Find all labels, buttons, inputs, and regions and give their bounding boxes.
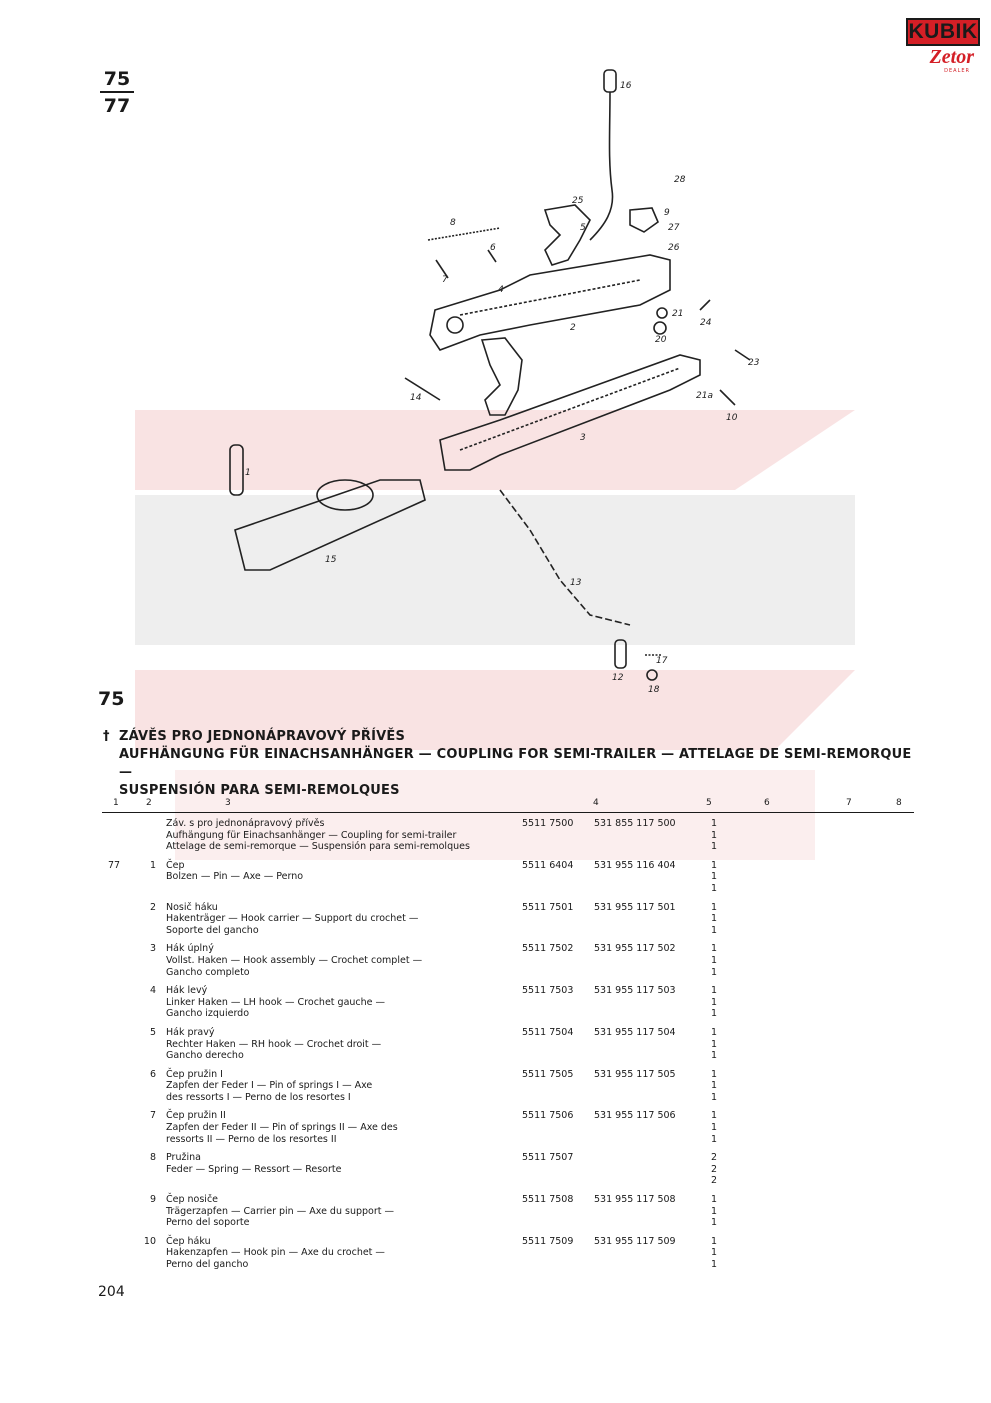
callout-16: 16 bbox=[620, 81, 632, 91]
part-number: 531 955 117 502 bbox=[594, 943, 676, 955]
description-line: Perno del soporte bbox=[166, 1217, 250, 1229]
ref-page bbox=[102, 1194, 142, 1229]
quantity bbox=[704, 818, 724, 853]
table-row bbox=[102, 818, 914, 853]
callout-26: 26 bbox=[668, 243, 680, 253]
callout-25: 25 bbox=[572, 196, 584, 206]
quantity-value: 1 bbox=[710, 1247, 718, 1259]
table-row bbox=[102, 1152, 914, 1187]
description-line: Čep pružin I bbox=[166, 1068, 223, 1080]
group-number: 75 bbox=[98, 688, 125, 710]
description-line: Čep pružin II bbox=[166, 1110, 226, 1122]
logo-zetor-text: Zetor bbox=[929, 46, 974, 68]
part-number: 531 955 116 404 bbox=[594, 859, 676, 871]
description bbox=[166, 1152, 522, 1187]
description bbox=[166, 1069, 522, 1104]
part-rod bbox=[590, 92, 613, 240]
description-line: Gancho derecho bbox=[166, 1050, 244, 1062]
part-pin-12 bbox=[615, 640, 626, 668]
part-code: 5511 7508 bbox=[522, 1194, 574, 1206]
table-row bbox=[102, 985, 914, 1020]
parts-table bbox=[102, 818, 914, 1278]
description bbox=[166, 943, 522, 978]
description-line: Linker Haken — LH hook — Crochet gauche — bbox=[166, 996, 386, 1008]
callout-12: 12 bbox=[612, 673, 624, 683]
description-line: Zapfen der Feder I — Pin of springs I — Axe bbox=[166, 1080, 373, 1092]
title-czech-line bbox=[103, 728, 923, 746]
quantity-value: 1 bbox=[710, 1110, 718, 1122]
kubik-zetor-logo bbox=[906, 18, 980, 82]
page-reference-denominator: 77 bbox=[103, 95, 131, 117]
quantity-value: 1 bbox=[710, 1080, 718, 1092]
ref-page bbox=[102, 1069, 142, 1104]
quantity-value: 1 bbox=[710, 1050, 718, 1062]
description-line: Čep háku bbox=[166, 1235, 211, 1247]
page-reference-numerator: 75 bbox=[100, 68, 134, 93]
quantity-value: 1 bbox=[710, 913, 718, 925]
column-header-8: 8 bbox=[896, 798, 902, 808]
quantity-value: 1 bbox=[710, 954, 718, 966]
part-code: 5511 7501 bbox=[522, 901, 574, 913]
description-line: Trägerzapfen — Carrier pin — Axe du support — bbox=[166, 1205, 394, 1217]
position-number: 6 bbox=[149, 1068, 156, 1080]
description-line: Perno del gancho bbox=[166, 1259, 249, 1270]
part-code: 5511 6404 bbox=[522, 859, 574, 871]
part-left-hook bbox=[482, 338, 522, 415]
quantity bbox=[704, 943, 724, 978]
ref-page bbox=[102, 902, 142, 937]
position-number: 8 bbox=[149, 1152, 156, 1164]
part-code: 5511 7500 bbox=[522, 818, 574, 829]
quantity-value: 1 bbox=[710, 1038, 718, 1050]
callout-18: 18 bbox=[648, 685, 660, 695]
callout-21: 21 bbox=[672, 309, 684, 319]
part-code: 5511 7509 bbox=[522, 1235, 574, 1247]
quantity-value: 2 bbox=[710, 1163, 718, 1175]
position-number: 4 bbox=[149, 985, 156, 997]
page-reference bbox=[100, 68, 134, 117]
table-row bbox=[102, 1069, 914, 1104]
column-header-1: 1 bbox=[113, 798, 119, 808]
part-code: 5511 7504 bbox=[522, 1026, 574, 1038]
quantity bbox=[704, 1236, 724, 1271]
quantity-value: 1 bbox=[710, 818, 718, 829]
ref-page bbox=[102, 943, 142, 978]
quantity-value: 1 bbox=[710, 859, 718, 871]
description-line: Soporte del gancho bbox=[166, 924, 259, 936]
description bbox=[166, 1194, 522, 1229]
quantity-value: 1 bbox=[710, 985, 718, 997]
part-number bbox=[594, 1152, 704, 1187]
description bbox=[166, 985, 522, 1020]
quantity-value: 1 bbox=[710, 966, 718, 978]
part-chain bbox=[500, 490, 630, 625]
description-line: Hakenträger — Hook carrier — Support du crochet — bbox=[166, 913, 419, 925]
part-spring bbox=[428, 228, 500, 240]
callout-8: 8 bbox=[450, 218, 456, 228]
description-line: Hakenzapfen — Hook pin — Axe du crochet — bbox=[166, 1247, 385, 1259]
callout-14: 14 bbox=[410, 393, 422, 403]
description-line: Zapfen der Feder II — Pin of springs II — Axe des bbox=[166, 1122, 398, 1134]
description-line: Hák levý bbox=[166, 985, 208, 997]
description-line: Pružina bbox=[166, 1152, 201, 1164]
quantity bbox=[704, 902, 724, 937]
position-number: 10 bbox=[143, 1235, 156, 1247]
part-hook-carrier-eye bbox=[447, 317, 463, 333]
quantity-value: 1 bbox=[710, 943, 718, 955]
part-number: 531 955 117 503 bbox=[594, 985, 676, 997]
part-number: 531 955 117 508 bbox=[594, 1194, 676, 1206]
description bbox=[166, 860, 522, 895]
callout-9: 9 bbox=[664, 208, 670, 218]
quantity-value: 1 bbox=[710, 901, 718, 913]
quantity bbox=[704, 860, 724, 895]
part-number: 531 855 117 500 bbox=[594, 818, 676, 829]
column-header-6: 6 bbox=[764, 798, 770, 808]
title-multilingual: AUFHÄNGUNG FÜR EINACHSANHÄNGER — COUPLING FOR SEMI-TRAILER — ATTELAGE DE SEMI-REMORQUE — bbox=[119, 747, 912, 780]
quantity-value: 1 bbox=[710, 1068, 718, 1080]
description-line: Gancho completo bbox=[166, 966, 250, 978]
callout-10: 10 bbox=[726, 413, 738, 423]
quantity-value: 1 bbox=[710, 1133, 718, 1145]
position-number: 3 bbox=[149, 943, 156, 955]
position-number: 2 bbox=[149, 901, 156, 913]
quantity-value: 1 bbox=[710, 841, 718, 853]
callout-labels bbox=[245, 81, 760, 695]
quantity-value: 1 bbox=[710, 924, 718, 936]
description-line: Záv. s pro jednonápravový přívěs bbox=[166, 818, 325, 829]
callout-4-top: 4 bbox=[498, 285, 504, 295]
column-header-7: 7 bbox=[846, 798, 852, 808]
ref-page bbox=[102, 818, 142, 853]
position-number: 7 bbox=[149, 1110, 156, 1122]
quantity bbox=[704, 1194, 724, 1229]
dagger-mark: † bbox=[103, 729, 110, 744]
position-number: 5 bbox=[149, 1026, 156, 1038]
quantity-value: 1 bbox=[710, 1194, 718, 1206]
header-rule bbox=[102, 812, 914, 813]
part-right-hook bbox=[545, 205, 590, 265]
quantity-value: 1 bbox=[710, 1008, 718, 1020]
callout-28: 28 bbox=[674, 175, 686, 185]
part-code: 5511 7507 bbox=[522, 1152, 574, 1164]
logo-dealer-text: DEALER bbox=[944, 68, 970, 74]
description-line: Čep bbox=[166, 859, 185, 871]
ref-page bbox=[102, 985, 142, 1020]
callout-15: 15 bbox=[325, 555, 337, 565]
quantity-value: 1 bbox=[710, 1259, 718, 1270]
part-ring-18 bbox=[647, 670, 657, 680]
callout-21a: 21a bbox=[696, 391, 713, 401]
callout-20: 20 bbox=[655, 335, 667, 345]
part-hook-assembly bbox=[440, 355, 700, 470]
ref-page bbox=[102, 1110, 142, 1145]
callout-27: 27 bbox=[668, 223, 680, 233]
callout-3: 3 bbox=[580, 433, 586, 443]
callout-2: 2 bbox=[570, 323, 576, 333]
position-number: 1 bbox=[149, 859, 156, 871]
callout-6: 6 bbox=[490, 243, 496, 253]
callout-13: 13 bbox=[570, 578, 582, 588]
description-line: des ressorts I — Perno de los resortes I bbox=[166, 1091, 351, 1103]
quantity-value: 1 bbox=[710, 1205, 718, 1217]
ref-page bbox=[102, 1236, 142, 1271]
position-number: 9 bbox=[149, 1194, 156, 1206]
part-frame-ring bbox=[317, 480, 373, 510]
part-number: 531 955 117 505 bbox=[594, 1068, 676, 1080]
quantity-value: 2 bbox=[710, 1175, 718, 1187]
description-line: Hák pravý bbox=[166, 1026, 215, 1038]
position-number bbox=[142, 818, 166, 853]
quantity bbox=[704, 1069, 724, 1104]
column-header-5: 5 bbox=[706, 798, 712, 808]
exploded-parts-diagram bbox=[200, 60, 800, 700]
description-line bbox=[166, 1175, 522, 1187]
quantity-value: 1 bbox=[710, 1026, 718, 1038]
part-ring-20 bbox=[654, 322, 666, 334]
table-row bbox=[102, 1236, 914, 1271]
column-header-4: 4 bbox=[593, 798, 599, 808]
title-czech: ZÁVĚS PRO JEDNONÁPRAVOVÝ PŘÍVĚS bbox=[119, 729, 406, 744]
description-line: Vollst. Haken — Hook assembly — Crochet complet — bbox=[166, 954, 423, 966]
description-line: Rechter Haken — RH hook — Crochet droit — bbox=[166, 1038, 382, 1050]
quantity bbox=[704, 1027, 724, 1062]
ref-page: 77 bbox=[108, 859, 121, 871]
part-code: 5511 7505 bbox=[522, 1068, 574, 1080]
part-bolt bbox=[230, 445, 243, 495]
table-row bbox=[102, 860, 914, 895]
part-pin-24 bbox=[700, 300, 710, 310]
description-line: Gancho izquierdo bbox=[166, 1008, 250, 1020]
part-number: 531 955 117 509 bbox=[594, 1235, 676, 1247]
part-number: 531 955 117 506 bbox=[594, 1110, 676, 1122]
description bbox=[166, 1236, 522, 1271]
logo-kubik-text: KUBIK bbox=[906, 18, 980, 46]
description bbox=[166, 902, 522, 937]
quantity bbox=[704, 1110, 724, 1145]
quantity-value: 1 bbox=[710, 1217, 718, 1229]
table-row bbox=[102, 1194, 914, 1229]
callout-17: 17 bbox=[656, 656, 668, 666]
quantity bbox=[704, 1152, 724, 1187]
description-line: Attelage de semi-remorque — Suspensión para semi-remolques bbox=[166, 841, 470, 853]
quantity-value: 1 bbox=[710, 1091, 718, 1103]
table-row bbox=[102, 902, 914, 937]
part-code: 5511 7506 bbox=[522, 1110, 574, 1122]
description-line: Nosič háku bbox=[166, 901, 218, 913]
quantity-value: 1 bbox=[710, 882, 718, 894]
page-number: 204 bbox=[98, 1284, 125, 1300]
table-row bbox=[102, 1027, 914, 1062]
column-header-3: 3 bbox=[225, 798, 231, 808]
description-line: Feder — Spring — Ressort — Resorte bbox=[166, 1163, 342, 1175]
column-header-2: 2 bbox=[146, 798, 152, 808]
description-line: ressorts II — Perno de los resortes II bbox=[166, 1133, 337, 1145]
title-spanish: SUSPENSIÓN PARA SEMI-REMOLQUES bbox=[119, 783, 400, 798]
quantity-value: 2 bbox=[710, 1152, 718, 1164]
description bbox=[166, 1110, 522, 1145]
quantity-value: 1 bbox=[710, 996, 718, 1008]
part-number: 531 955 117 501 bbox=[594, 901, 676, 913]
quantity-value: 1 bbox=[710, 1235, 718, 1247]
ref-page bbox=[102, 1152, 142, 1187]
quantity-value: 1 bbox=[710, 871, 718, 883]
part-code: 5511 7502 bbox=[522, 943, 574, 955]
callout-24: 24 bbox=[700, 318, 712, 328]
callout-1: 1 bbox=[245, 468, 251, 478]
quantity-value: 1 bbox=[710, 829, 718, 841]
quantity-value: 1 bbox=[710, 1122, 718, 1134]
ref-page bbox=[102, 1027, 142, 1062]
part-number: 531 955 117 504 bbox=[594, 1026, 676, 1038]
part-spring-pin bbox=[604, 70, 616, 92]
table-row bbox=[102, 943, 914, 978]
part-carrier-pin bbox=[630, 208, 658, 232]
part-hook-assembly-hatch bbox=[460, 368, 680, 450]
description bbox=[166, 1027, 522, 1062]
part-washer-21 bbox=[657, 308, 667, 318]
callout-23: 23 bbox=[748, 358, 760, 368]
description-line: Hák úplný bbox=[166, 943, 214, 955]
description-line: Bolzen — Pin — Axe — Perno bbox=[166, 871, 304, 883]
callout-7: 7 bbox=[442, 275, 448, 285]
part-hook-carrier bbox=[430, 255, 670, 350]
table-row bbox=[102, 1110, 914, 1145]
callout-5: 5 bbox=[580, 223, 586, 233]
description-line: Aufhängung für Einachsanhänger — Coupling for semi-trailer bbox=[166, 829, 457, 841]
section-title bbox=[103, 728, 923, 800]
description bbox=[166, 818, 522, 853]
quantity bbox=[704, 985, 724, 1020]
part-pin-10 bbox=[720, 390, 735, 405]
part-code: 5511 7503 bbox=[522, 985, 574, 997]
description-line: Čep nosiče bbox=[166, 1194, 219, 1206]
